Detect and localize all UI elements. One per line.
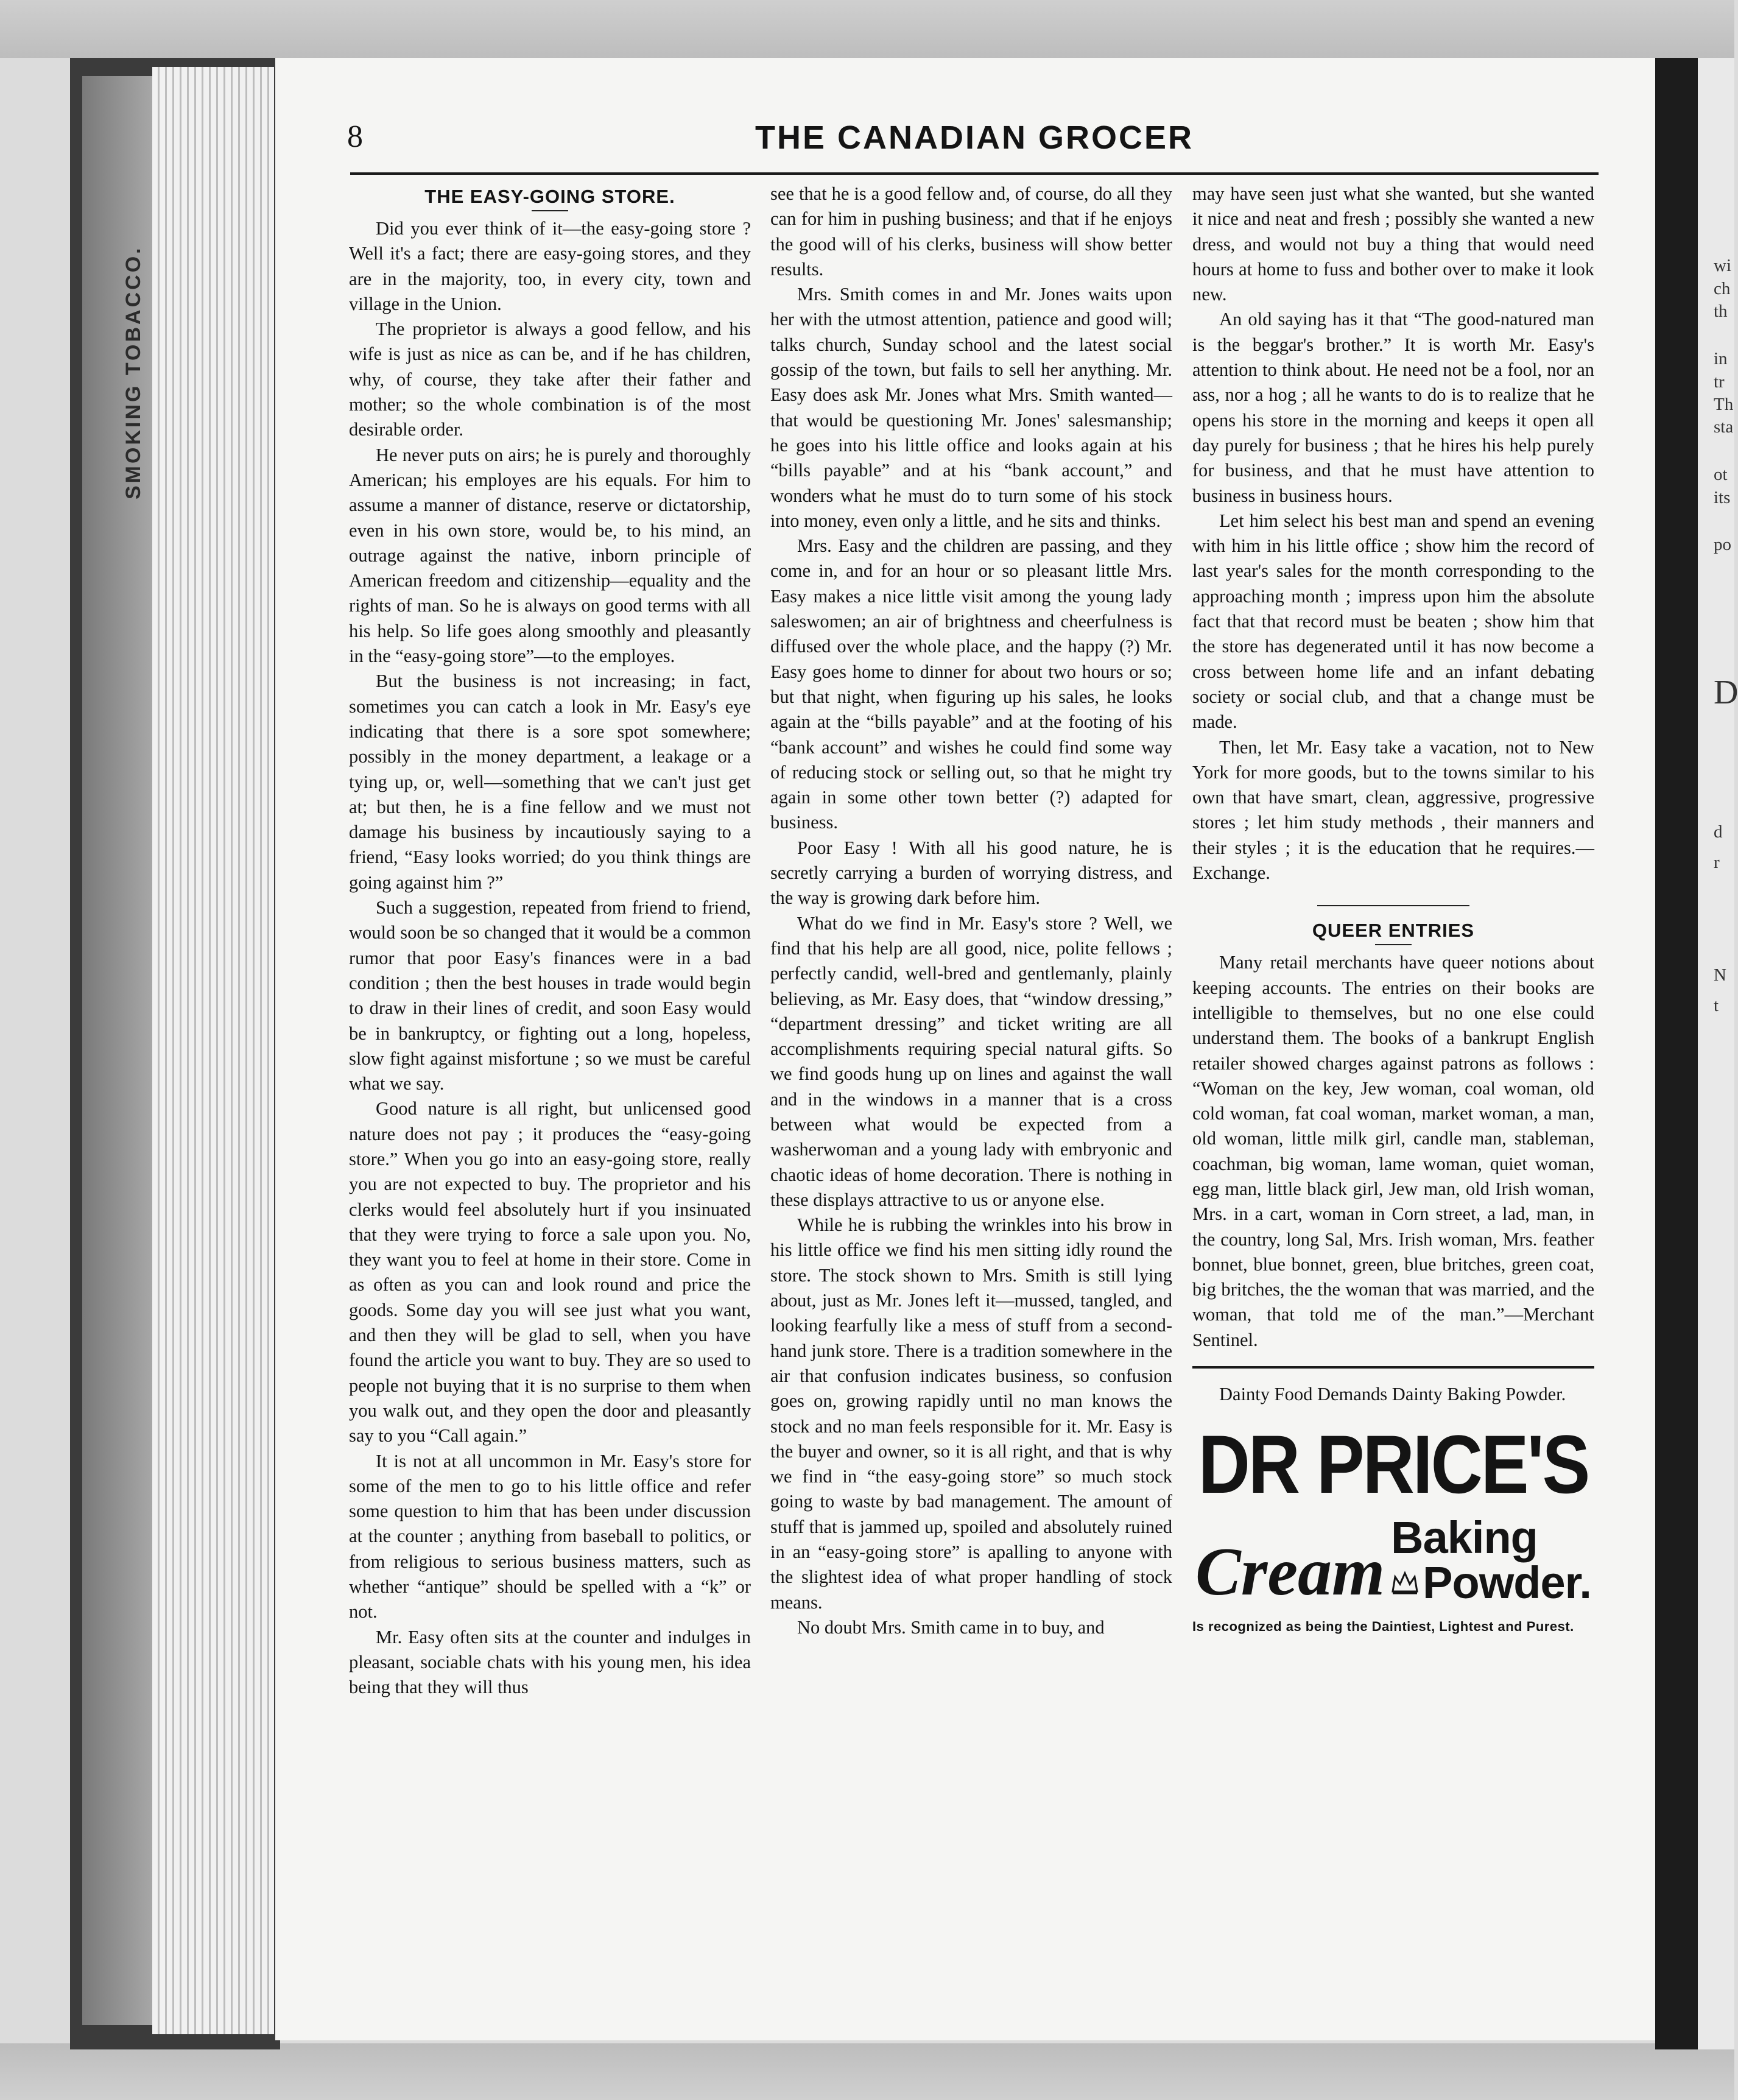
paragraph: Did you ever think of it—the easy-going store ? Well it's a fact; there are easy-going stores, and they are in the majority, too, in every city, town and village in the Union. xyxy=(349,218,751,314)
paragraph: He never puts on airs; he is purely and thoroughly American; his employes are his equals. For him to assume a manner of distance, reserve or dictatorship, even in his own store, would be, to his mind, an outrage against the native, inborn principle of American freedom and citizenship—equality and the rights of man. So he is always on good terms with all his help. So life goes along smoothly and pleasantly in the “easy-going store”—to the employes. xyxy=(349,444,751,667)
next-page-fragment: wi xyxy=(1714,256,1731,275)
paragraph: Mr. Easy often sits at the counter and indulges in pleasant, sociable chats with his young men, his idea being that they will thus xyxy=(349,1626,751,1698)
paragraph: Mrs. Easy and the children are passing, and they come in, and for an hour or so pleasant little Mrs. Easy makes a nice little visit among the young lady saleswomen; an air of brightness and cheerfulness is diffused over the whole place, and the happy (?) Mr. Easy goes home to dinner for about two hours or so; but that night, when figuring up his sales, he looks again at the “bills payable” and at the footing of his “bank account” and wishes he could find some way of reducing stock or selling out, so that he might try again in some other town better (?) adapted for business. xyxy=(770,535,1172,833)
brand-logo xyxy=(1192,1418,1594,1614)
brand-word-powder: Powder. xyxy=(1423,1557,1591,1608)
title-rule xyxy=(532,210,568,211)
paragraph: An old saying has it that “The good-natured man is the beggar's brother.” It is worth Mr. Easy's attention to think about. He need not be a fool, nor an ass, nor a hog ; all he wants to do is to realize that he opens his store in the morning and keeps it open all day purely for business ; that he hires his help purely for business, and that he must have attention to business in business hours. xyxy=(1192,309,1594,506)
publication-title: THE CANADIAN GROCER xyxy=(755,119,1194,156)
paragraph: The proprietor is always a good fellow, and his wife is just as nice as can be, and if he has children, why, of course, they take after their father and mother; so the whole combination is of the most desirable order. xyxy=(349,319,751,440)
column-1 xyxy=(349,181,751,1700)
paragraph: Let him select his best man and spend an evening with him in his little office ; show him the record of last year's sales for the month corresponding to the approaching month ; impress upon him the absolute fact that that record must be beaten ; show him that the store has degenerated until it has now become a cross between home life and an infant debating society or social club, and that a change must be made. xyxy=(1192,510,1594,733)
paragraph: No doubt Mrs. Smith came in to buy, and xyxy=(797,1616,1105,1638)
scan-background-top xyxy=(0,0,1734,58)
article-title: THE EASY-GOING STORE. xyxy=(424,186,675,207)
next-page-fragment: Th xyxy=(1714,395,1734,414)
paragraph: It is not at all uncommon in Mr. Easy's store for some of the men to go to his little office and refer some question to him that has been under discussion at the counter ; anything from baseball to politics, or from religious to serious business matters, such as whether “antique” should be spelled with a “k” or not. xyxy=(349,1450,751,1623)
paragraph: Mrs. Smith comes in and Mr. Jones waits upon her with the utmost attention, patience and good will; talks church, Sunday school and the latest social gossip of the town, but fails to sell her anything. Mr. Easy does ask Mr. Jones what Mrs. Smith wanted—that would be questioning Mr. Jones' salesmanship; he goes into his little office and looks again at his “bills payable” and at his “bank account,” and wonders what he must do to turn some of his stock into money, even only a little, and he sits and thinks. xyxy=(770,284,1172,531)
advertisement xyxy=(1192,1382,1594,1636)
paragraph: While he is rubbing the wrinkles into his brow in his little office we find his men sitting idly round the store. The stock shown to Mrs. Smith is still lying about, just as Mr. Jones left it—mussed, tangled, and looking fearfully like a mess of stuff from a second-hand junk store. There is a tradition somewhere in the air that confusion indicates business, so confusion goes on, growing rapidly until no man knows the stock and no man feels responsible for it. Mr. Easy is the buyer and owner, so it is all right, and that is why we find in “the easy-going store” so much stock going to waste by bad management. The amount of stuff that is jammed up, spoiled and absolutely ruined in an “easy-going store” is apalling to anyone with the slightest idea of what proper handling of stock means. xyxy=(770,1214,1172,1613)
paragraph: may have seen just what she wanted, but she wanted it nice and neat and fresh ; possibly she wanted a new dress, and would not buy a thing that would need hours at home to fuss and bother over to make it look new. xyxy=(1192,183,1594,305)
brand-word-baking: Baking xyxy=(1391,1512,1538,1563)
paragraph: But the business is not increasing; in fact, sometimes you can catch a look in Mr. Easy's eye indicating that there is a sore spot somewhere; possibly in the money department, a leakage or a tying up, or, well—something that we can't just get at; but then, he is a fine fellow and we must not damage his business by incautiously saying to a friend, “Easy looks worried; do you think things are going against him ?” xyxy=(349,671,751,893)
scan-background-bottom xyxy=(0,2043,1734,2100)
column-3 xyxy=(1192,181,1594,1636)
page-edges xyxy=(152,67,274,2034)
next-page-fragment: D xyxy=(1714,674,1738,711)
next-page-fragment: t xyxy=(1714,996,1719,1015)
brand-word-cream: Cream xyxy=(1195,1534,1385,1610)
article-separator xyxy=(1317,905,1469,906)
ad-tagline: Is recognized as being the Daintiest, Lightest and Purest. xyxy=(1192,1619,1574,1635)
paragraph: Then, let Mr. Easy take a vacation, not to New York for more goods, but to the towns similar to his own that have smart, clean, aggressive, progressive stores ; let him study methods , their manners and their styles ; it is the education that he requires.—Exchange. xyxy=(1192,736,1594,884)
header-rule xyxy=(350,172,1599,175)
paragraph: Many retail merchants have queer notions about keeping accounts. The entries on their books are intelligible to themselves, but no one else could understand them. The books of a bankrupt English retailer showed charges against patrons as follows : “Woman on the key, Jew woman, coal woman, old cold woman, fat coal woman, market woman, a man, old woman, little milk girl, candle man, stableman, coachman, big woman, lame woman, quiet woman, egg man, little black girl, Jew man, old Irish woman, Mrs. in a cart, woman in Corn street, a lad, man, in the country, long Sal, Mrs. Irish woman, Mrs. feather bonnet, blue bonnet, green, blue britches, green coat, big britches, the the woman that was married, and the woman, that told me of the man.”—Merchant Sentinel. xyxy=(1192,952,1594,1350)
next-page-fragment: po xyxy=(1714,535,1731,554)
next-page-fragment: r xyxy=(1714,853,1720,872)
brand-name: DR PRICE'S xyxy=(1198,1418,1589,1512)
next-page-fragment: sta xyxy=(1714,417,1734,437)
next-page-fragment: th xyxy=(1714,301,1728,321)
paragraph: Poor Easy ! With all his good nature, he is secretly carrying a burden of worrying distress, and the way is growing dark before him. xyxy=(770,837,1172,909)
next-page-fragment: ch xyxy=(1714,279,1731,298)
column-2 xyxy=(770,181,1172,1640)
next-page-fragment: tr xyxy=(1714,372,1725,392)
crown-icon xyxy=(1391,1571,1419,1595)
article-title: QUEER ENTRIES xyxy=(1312,920,1475,942)
next-page-fragment: in xyxy=(1714,349,1728,368)
next-page-fragment: its xyxy=(1714,488,1731,507)
page-number: 8 xyxy=(347,119,363,154)
title-rule xyxy=(1375,944,1412,945)
binding-right-edge xyxy=(1655,58,1698,2049)
paragraph: Such a suggestion, repeated from friend to friend, would soon be so changed that it would be a common rumor that poor Easy's finances were in a bad condition ; then the best houses in trade would begin to draw in their lines of credit, and soon Easy would be in bankruptcy, or fighting out a long, hopeless, slow fight against misfortune ; so we must be careful what we say. xyxy=(349,897,751,1094)
paragraph: see that he is a good fellow and, of course, do all they can for him in pushing business; and that if he enjoys the good will of his clerks, business will show better results. xyxy=(770,183,1172,280)
ad-lead-text: Dainty Food Demands Dainty Baking Powder. xyxy=(1219,1384,1566,1405)
next-page-fragment: ot xyxy=(1714,465,1728,484)
advertisement-rule xyxy=(1192,1366,1594,1369)
spine-label: SMOKING TOBACCO. xyxy=(122,245,145,499)
next-page-fragment: N xyxy=(1714,965,1726,985)
paragraph: Good nature is all right, but unlicensed good nature does not pay ; it produces the “easy-going store.” When you go into an easy-going store, really you are not expected to buy. The proprietor and his clerks would feel absolutely hurt if you insinuated that they were trying to force a sale upon you. No, they want you to feel at home in their store. Come in as often as you can and look round and price the goods. Some day you will see just what you want, and then they will be glad to sell, when you have found the article you want to buy. They are so used to people not buying that it is no surprise to them when you walk out, and they open the door and pleasantly say to you “Call again.” xyxy=(349,1098,751,1446)
next-page-edge xyxy=(1698,58,1738,2049)
paragraph: What do we find in Mr. Easy's store ? Well, we find that his help are all good, nice, polite fellows ; perfectly candid, well-bred and gentlemanly, plainly believing, as Mr. Easy does, that “window dressing,” “department dressing” and ticket writing are all accomplishments requiring special natural gifts. So we find goods hung up on lines and against the wall and in the windows in a manner that is a cross between what would be expected from a washerwoman and a young lady with embryonic and chaotic ideas of home decoration. There is nothing in these displays attractive to us or anyone else. xyxy=(770,912,1172,1210)
next-page-fragment: d xyxy=(1714,822,1723,842)
